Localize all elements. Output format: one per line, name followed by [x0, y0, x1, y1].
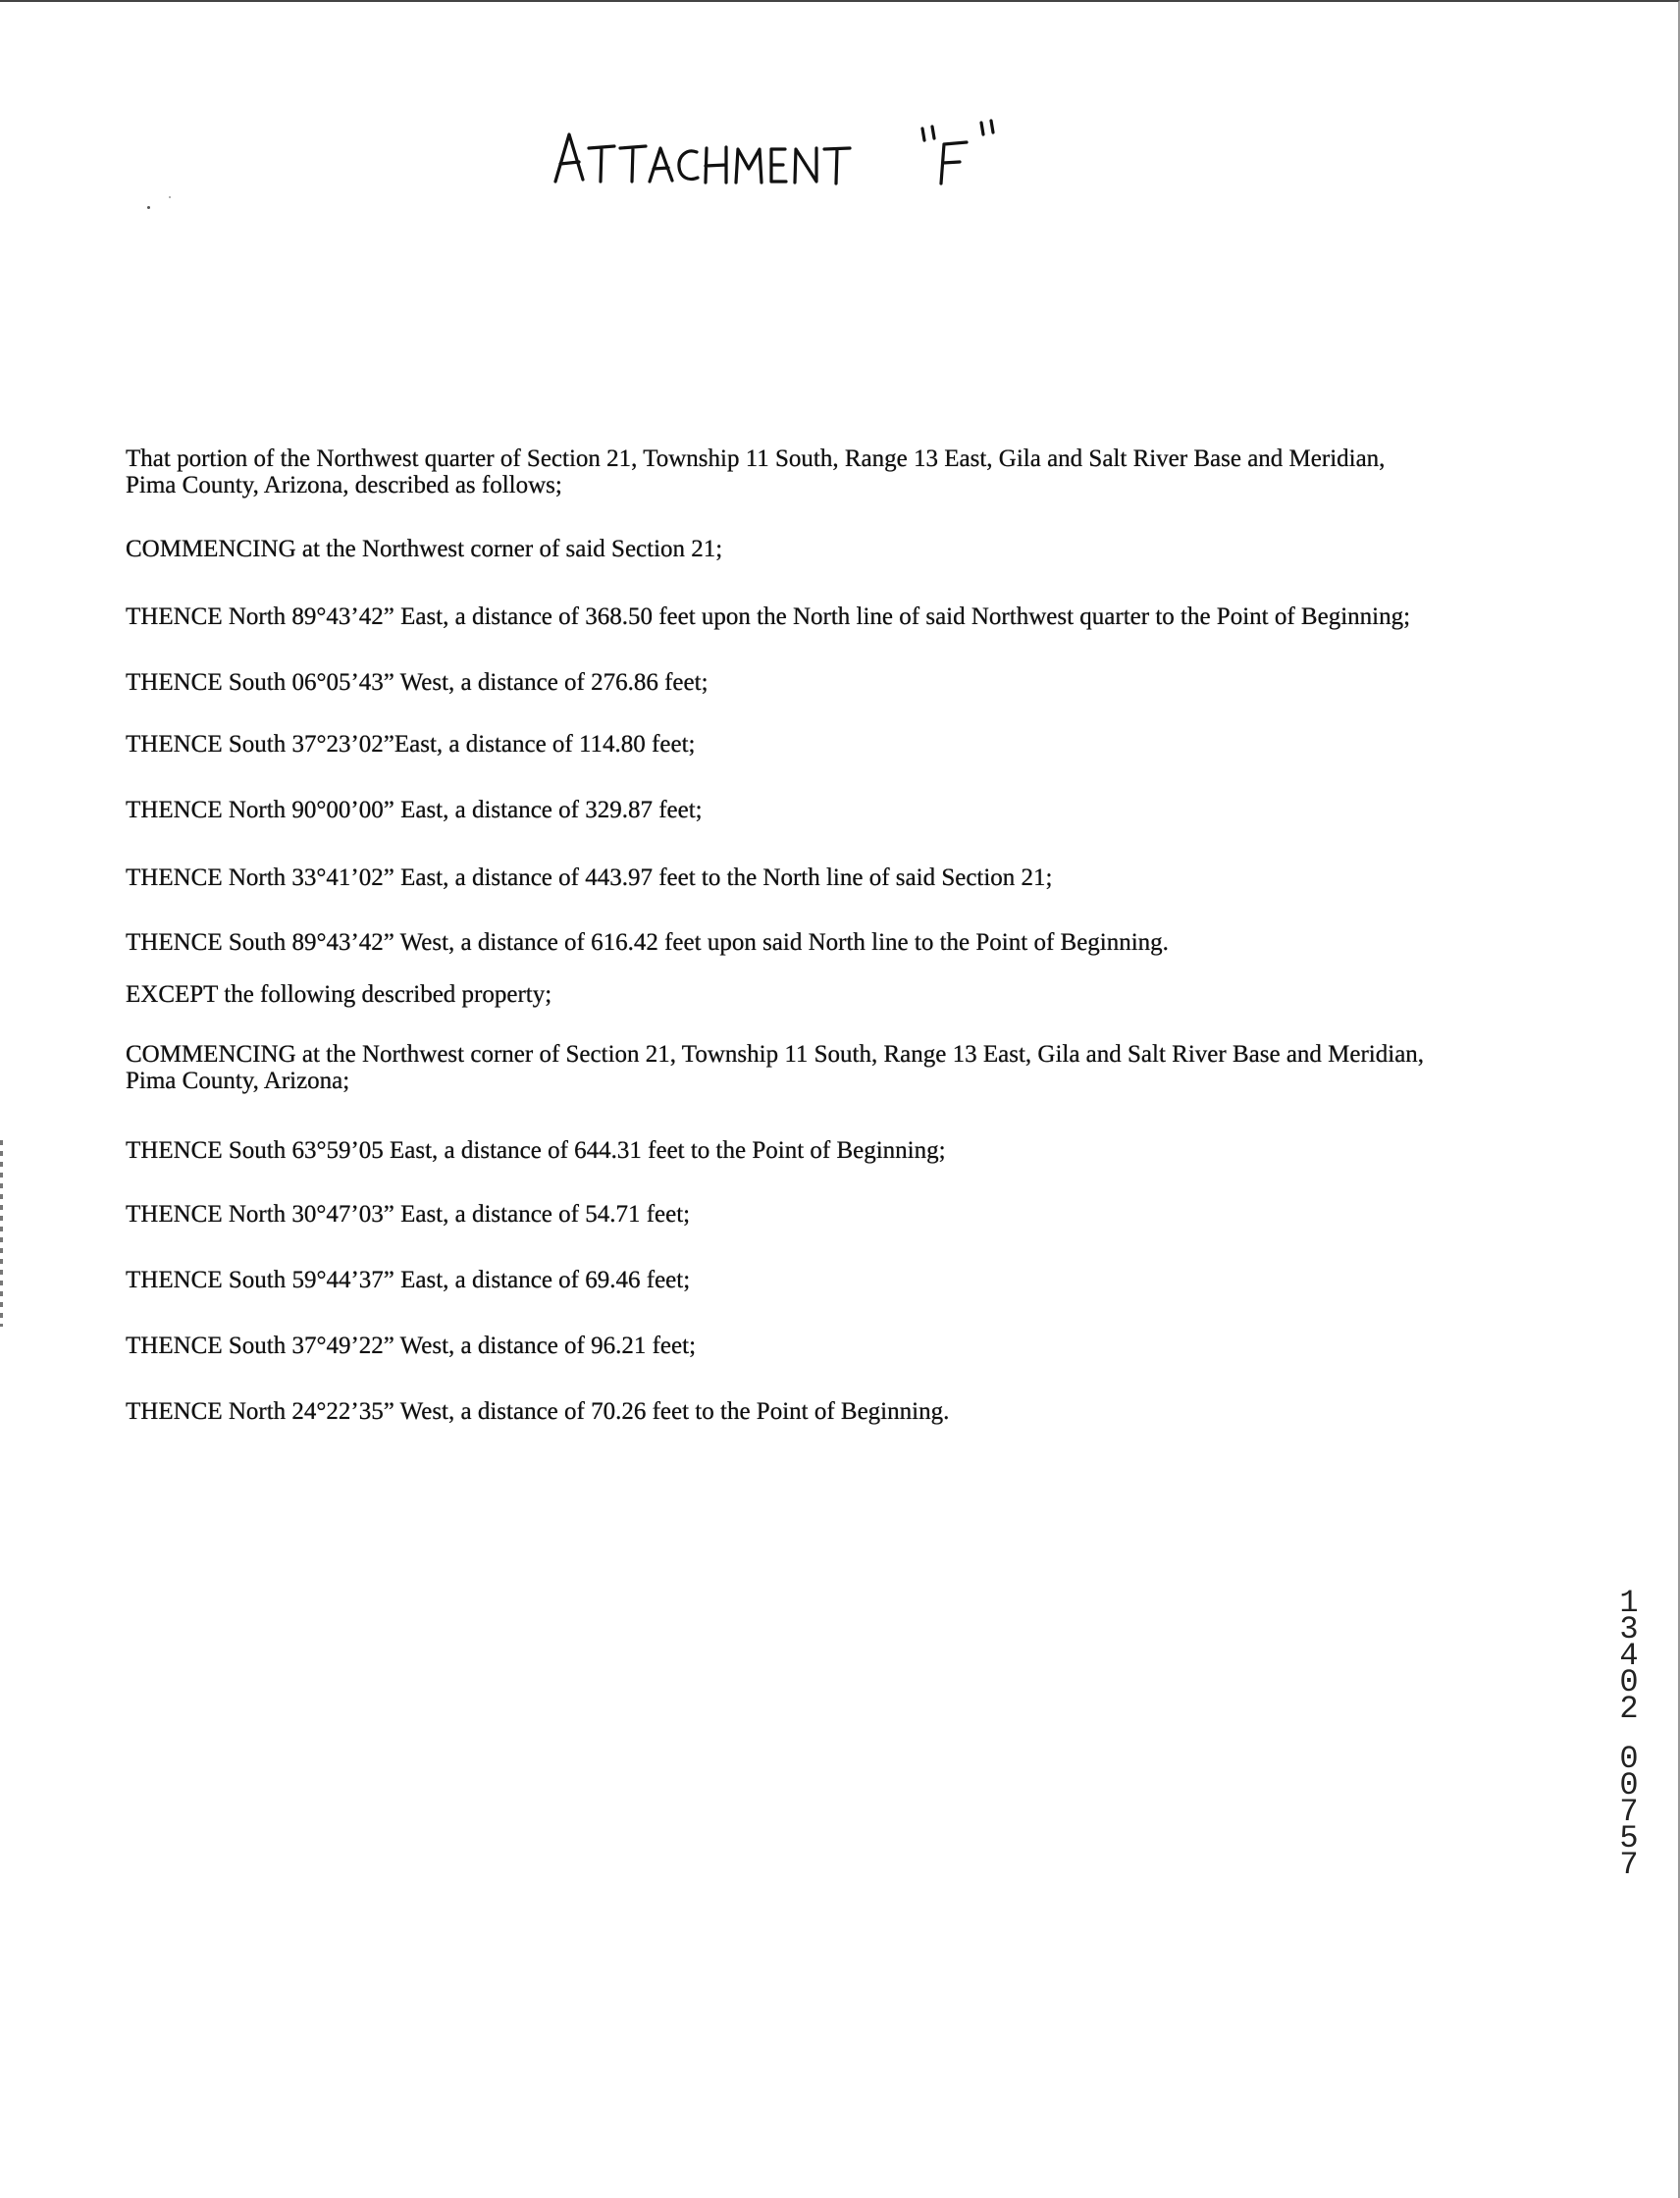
paragraph-commencing: COMMENCING at the Northwest corner of Section 21, Township 11 South, Range 13 East, Gila and Salt River Base and Meridian, Pima County, Arizona;	[126, 1041, 1425, 1094]
legal-description	[126, 445, 1441, 1425]
stamp-digit: 3	[1619, 1611, 1639, 1648]
paragraph-thence: THENCE South 06°05’43” West, a distance of 276.86 feet;	[126, 669, 709, 696]
stamp-digit: 7	[1619, 1794, 1639, 1830]
paragraph-thence: THENCE South 59°44’37” East, a distance of 69.46 feet;	[126, 1267, 691, 1293]
paragraph-thence: THENCE North 89°43’42” East, a distance of 368.50 feet upon the North line of said Northwest quarter to the Point of Beginning;	[126, 603, 1411, 630]
paragraph-except: EXCEPT the following described property;	[126, 981, 552, 1008]
scan-speck	[169, 196, 171, 198]
stamp-digit: 1	[1619, 1585, 1639, 1621]
paragraph-thence: THENCE North 30°47’03” East, a distance of 54.71 feet;	[126, 1201, 691, 1228]
paragraph-thence: THENCE North 24°22’35” West, a distance of 70.26 feet to the Point of Beginning.	[126, 1398, 950, 1425]
stamp-digit: 0	[1619, 1664, 1639, 1701]
stamp-digit: 0	[1619, 1767, 1639, 1804]
paragraph-thence: THENCE South 37°49’22” West, a distance of 96.21 feet;	[126, 1333, 697, 1359]
stamp-digit: 2	[1619, 1691, 1639, 1727]
paragraph-thence: THENCE South 89°43’42” West, a distance of 616.42 feet upon said North line to the Point of Beginning.	[126, 929, 1169, 956]
stamp-digit: 7	[1619, 1847, 1639, 1883]
stamp-digit: 0	[1619, 1741, 1639, 1777]
paragraph-intro: That portion of the Northwest quarter of Section 21, Township 11 South, Range 13 East, Gila and Salt River Base and Meridian, Pima County, Arizona, described as follows;	[126, 445, 1386, 498]
scan-speck	[147, 206, 150, 209]
handwritten-title	[550, 105, 1040, 193]
paragraph-commencing: COMMENCING at the Northwest corner of said Section 21;	[126, 536, 723, 562]
paragraph-thence: THENCE South 37°23’02”East, a distance of 114.80 feet;	[126, 731, 696, 758]
stamp-digit: 4	[1619, 1638, 1639, 1674]
handwritten-title-svg	[550, 105, 1040, 193]
scan-edge-marks	[0, 1140, 3, 1327]
document-number-stamp	[1609, 1585, 1649, 1883]
paragraph-thence: THENCE South 63°59’05 East, a distance of 644.31 feet to the Point of Beginning;	[126, 1137, 946, 1164]
stamp-digit: 5	[1619, 1820, 1639, 1857]
paragraph-thence: THENCE North 33°41’02” East, a distance of 443.97 feet to the North line of said Section 21;	[126, 864, 1053, 891]
paragraph-thence: THENCE North 90°00’00” East, a distance of 329.87 feet;	[126, 797, 703, 823]
